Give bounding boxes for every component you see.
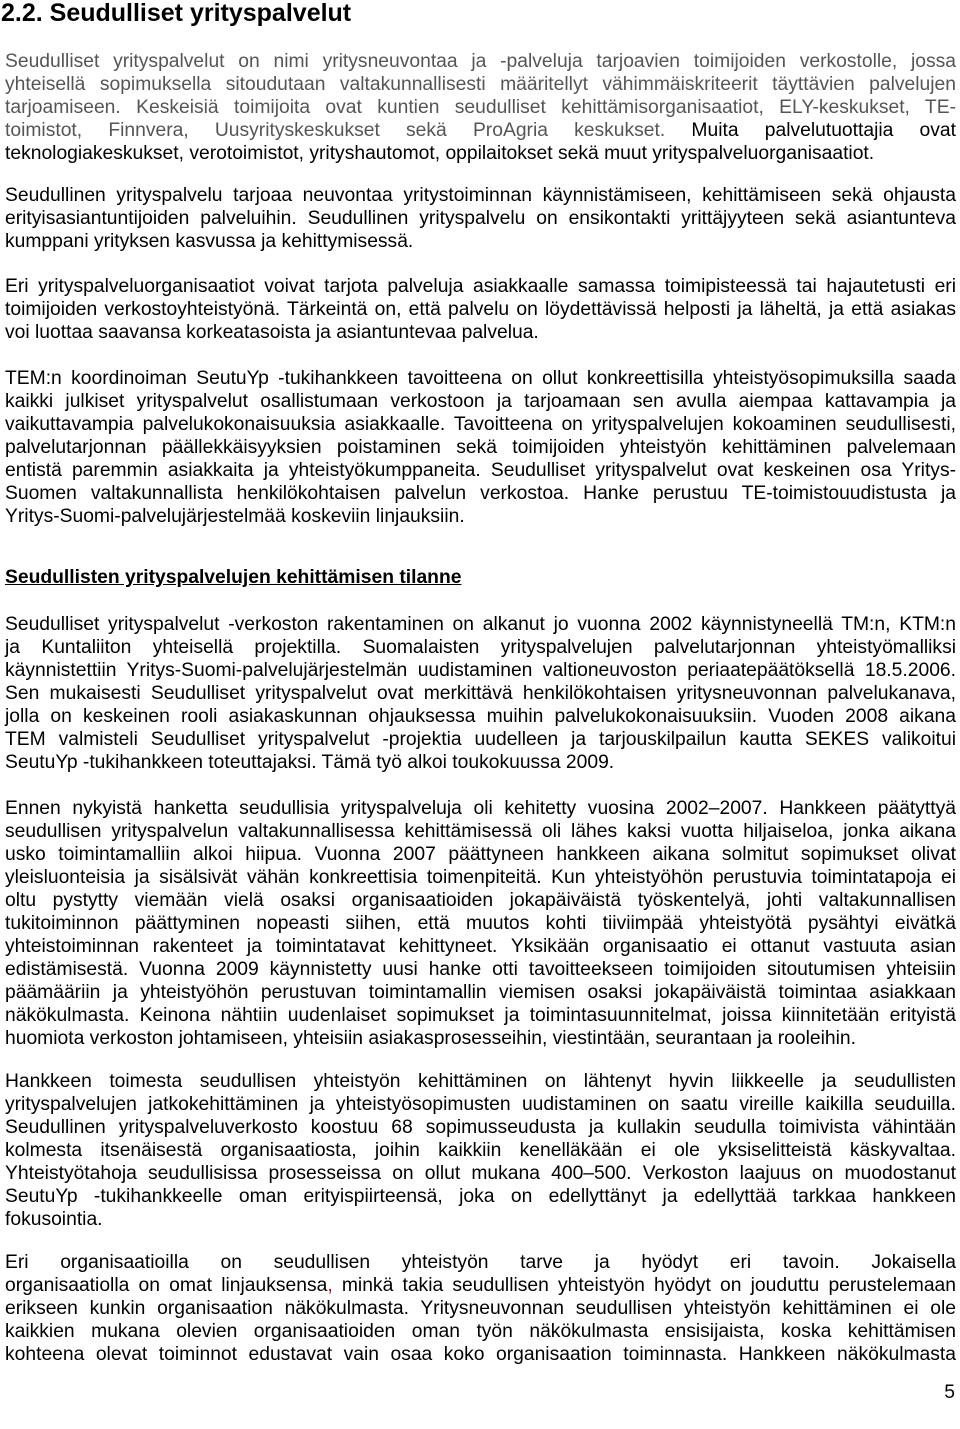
text-segment: toimistot, Finnvera, Uusyrityskeskukset sekä ProAgria keskukset. bbox=[5, 120, 666, 141]
text-line: kolmesta itsenäisestä organisaatiosta, joihin kaikkiin kenelläkään ei ole yksiselitteistä käskyvaltaa. bbox=[5, 1140, 956, 1161]
text-line: yhteistoiminnan rakenteet ja toimintatavat kehittyneet. Yksikään organisaatio ei ottanut vastuuta asian bbox=[5, 936, 956, 957]
paragraph bbox=[5, 797, 956, 1050]
paragraph bbox=[5, 1251, 956, 1366]
text-line: SeutuYp -tukihankkeelle oman erityispiirteensä, joka on edellyttänyt ja edellyttää tarkkaa hankkeen bbox=[5, 1186, 956, 1207]
text-line: edistämisestä. Vuonna 2009 käynnistetty uusi hanke otti tavoitteekseen toimijoiden sitoutumisen yhteisiin bbox=[5, 959, 956, 980]
text-line: kaikkien mukana olevien organisaatioiden oman työn näkökulmasta ensisijaista, koska kehittämisen bbox=[5, 1321, 956, 1342]
page-number: 5 bbox=[944, 1382, 955, 1403]
text-line: huomiota verkoston johtamiseen, yhteisiin asiakasprosesseihin, viestintään, seurantaan ja rooleihin. bbox=[5, 1028, 857, 1049]
text-line: vaikuttavampia palvelukokonaisuuksia asiakkaalle. Tavoitteena on yrityspalvelujen kokoaminen seudullisesti, bbox=[5, 414, 956, 435]
text-line: usko toimintamalliin alkoi hiipua. Vuonna 2007 päättyneen hankkeen aikana solmitut sopimukset olivat bbox=[5, 844, 956, 865]
text-line: TEM:n koordinoiman SeutuYp -tukihankkeen tavoitteena on ollut konkreettisilla yhteistyösopimuksilla saada bbox=[5, 368, 956, 389]
text-line: Eri organisaatioilla on seudullisen yhteistyön tarve ja hyödyt eri tavoin. Jokaisella bbox=[5, 1252, 956, 1273]
text-line: päämääriin ja yhteistyöhön perustuvan toimintamallin viemisen osaksi jokapäiväistä toimintaa asiakkaan bbox=[5, 982, 956, 1003]
text-line: käynnistettiin Yritys-Suomi-palvelujärjestelmän uudistaminen valtioneuvoston periaatepäätöksellä 18.5.2006. bbox=[5, 660, 956, 681]
text-line bbox=[5, 119, 956, 142]
text-line: Ennen nykyistä hanketta seudullisia yrityspalveluja oli kehitetty vuosina 2002–2007. Hankkeen päätyttyä bbox=[5, 798, 956, 819]
paragraph bbox=[5, 50, 956, 165]
text-line: Eri yrityspalveluorganisaatiot voivat tarjota palveluja asiakkaalle samassa toimipisteessä tai hajautetusti eri bbox=[5, 276, 956, 297]
paragraph bbox=[5, 613, 956, 774]
text-line: kumppani yrityksen kasvussa ja kehittymisessä. bbox=[5, 231, 414, 252]
paragraph bbox=[5, 367, 956, 528]
text-line: kohteena olevat toiminnot edustavat vain osaa koko organisaation toiminnasta. Hankkeen näkökulmasta bbox=[5, 1344, 956, 1365]
text-line: Hankkeen toimesta seudullisen yhteistyön kehittäminen on lähtenyt hyvin liikkeelle ja seudullisten bbox=[5, 1071, 956, 1092]
text-line: tarjoamiseen. Keskeisiä toimijoita ovat kuntien seudulliset kehittämisorganisaatiot, ELY-keskukset, TE- bbox=[5, 97, 956, 118]
revision-mark: , bbox=[327, 1275, 333, 1296]
text-line: Sen mukaisesti Seudulliset yrityspalvelut ovat merkittävä henkilökohtaisen yritysneuvonnan palvelukanava, bbox=[5, 683, 956, 704]
text-line: Yritys-Suomi-palvelujärjestelmää koskeviin linjauksiin. bbox=[5, 506, 465, 527]
text-line: entistä paremmin asiakkaita ja yhteistyökumppaneita. Seudulliset yrityspalvelut ovat keskeinen osa Yritys- bbox=[5, 460, 956, 481]
text-line: yleisluonteisia ja sisälsivät vähän konkreettisia toimenpiteitä. Kun yhteistyöhön perustuvia toimintatapoja ei bbox=[5, 867, 956, 888]
section-heading: 2.2. Seudulliset yrityspalvelut bbox=[1, 0, 352, 27]
subsection-heading: Seudullisten yrityspalvelujen kehittämisen tilanne bbox=[5, 567, 462, 588]
paragraph bbox=[5, 275, 956, 344]
text-line: Seudulliset yrityspalvelut -verkoston rakentaminen on alkanut jo vuonna 2002 käynnistyneellä TM:n, KTM:n bbox=[5, 614, 956, 635]
text-line: näkökulmasta. Keinona nähtiin uudenlaiset sopimukset ja toimintasuunnitelmat, joissa kiinnitetään erityistä bbox=[5, 1005, 956, 1026]
text-line: kaikki julkiset yrityspalvelut osallistumaan verkostoon ja tarjoamaan sen avulla aiempaa kattavampia ja bbox=[5, 391, 956, 412]
text-line: TEM valmisteli Seudulliset yrityspalvelut -projektia uudelleen ja tarjouskilpailun kautta SEKES valikoitui bbox=[5, 729, 956, 750]
text-line: Seudullinen yrityspalveluverkosto koostuu 68 sopimusseudusta ja kullakin seudulla toimivista vähintään bbox=[5, 1117, 956, 1138]
text-line: Seudullinen yrityspalvelu tarjoaa neuvontaa yritystoiminnan käynnistämiseen, kehittämiseen sekä ohjausta bbox=[5, 185, 956, 206]
text-segment: organisaatiolla on omat linjauksensa bbox=[5, 1275, 328, 1296]
text-line: Seudulliset yrityspalvelut on nimi yritysneuvontaa ja -palveluja tarjoavien toimijoiden verkostolle, jossa bbox=[5, 51, 956, 72]
text-segment: Muita palvelutuottajia ovat bbox=[691, 120, 956, 141]
text-line: voi luottaa saavansa korkeatasoista ja asiantuntevaa palvelua. bbox=[5, 322, 539, 343]
text-line: palvelutarjonnan päällekkäisyyksien poistaminen sekä toimijoiden yhteistyön kehittäminen palvelemaan bbox=[5, 437, 956, 458]
text-line: ja Kuntaliiton yhteisellä projektilla. Suomalaisten yrityspalvelujen palvelutarjonnan yhteistyömalliksi bbox=[5, 637, 956, 658]
text-line: oltu pystytty viemään vielä osaksi organisaatioiden jokapäiväistä työskentelyä, johti valtakunnallisen bbox=[5, 890, 956, 911]
paragraph bbox=[5, 184, 956, 253]
text-line: yhteisellä sopimuksella sitoudutaan valtakunnallisesti määritellyt vähimmäiskriteerit täyttävien palvelujen bbox=[5, 74, 956, 95]
text-line: jolla on keskeinen rooli asiakaskunnan ohjauksessa muihin palvelukokonaisuuksiin. Vuoden 2008 aikana bbox=[5, 706, 956, 727]
text-line: toimijoiden verkostoyhteistyönä. Tärkeintä on, että palvelu on löydettävissä helposti ja läheltä, ja että asiakas bbox=[5, 299, 956, 320]
text-line: tukitoiminnon päättyminen nopeasti siihen, että muutos kohti tiiviimpää yhteistyötä pysähtyi eivätkä bbox=[5, 913, 956, 934]
text-line: teknologiakeskukset, verotoimistot, yrityshautomot, oppilaitokset sekä muut yrityspalveluorganisaatiot. bbox=[5, 143, 875, 164]
paragraph bbox=[5, 1070, 956, 1231]
text-line: yrityspalvelujen jatkokehittäminen ja yhteistyösopimusten uudistaminen on saatu vireille kaikilla seuduilla. bbox=[5, 1094, 956, 1115]
text-segment: minkä takia seudullisen yhteistyön hyödyt on jouduttu perustelemaan bbox=[341, 1275, 956, 1296]
text-line: seudullisen yrityspalvelun valtakunnallisessa kehittämisessä oli lähes kaksi vuotta hiljaiseloa, jonka aikana bbox=[5, 821, 956, 842]
text-line: SeutuYp -tukihankkeen toteuttajaksi. Tämä työ alkoi toukokuussa 2009. bbox=[5, 752, 615, 773]
text-line: erikseen kunkin organisaation näkökulmasta. Yritysneuvonnan seudullisen yhteistyön kehittäminen ei ole bbox=[5, 1298, 956, 1319]
text-line: Yhteistyötahoja seudullisissa prosesseissa on ollut mukana 400–500. Verkoston laajuus on muodostanut bbox=[5, 1163, 956, 1184]
text-line: erityisasiantuntijoiden palveluihin. Seudullinen yrityspalvelu on ensikontakti yrittäjyyteen sekä asiantunteva bbox=[5, 208, 956, 229]
text-line bbox=[5, 1274, 956, 1297]
text-line: fokusointia. bbox=[5, 1209, 103, 1230]
text-line: Suomen valtakunnallista henkilökohtaisen palvelun verkostoa. Hanke perustuu TE-toimistouudistusta ja bbox=[5, 483, 956, 504]
